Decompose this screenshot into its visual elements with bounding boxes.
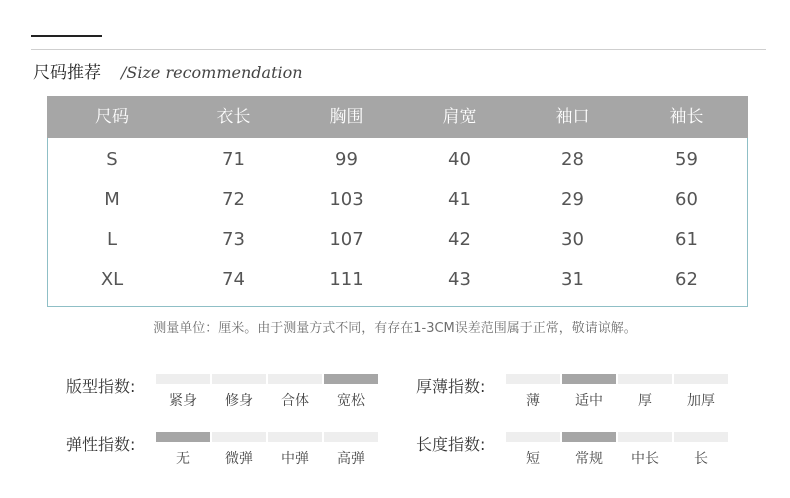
scale-option-label: 无 bbox=[176, 451, 190, 467]
scale-option bbox=[506, 432, 560, 468]
scale-option bbox=[268, 432, 322, 468]
cell-chest: 107 bbox=[329, 229, 364, 250]
header-shoulder: 肩宽 bbox=[442, 107, 477, 127]
scale-bar bbox=[268, 374, 322, 384]
scale-option-label: 短 bbox=[526, 451, 540, 467]
cell-shoulder: 43 bbox=[448, 269, 471, 290]
scale-option-label: 紧身 bbox=[169, 393, 197, 409]
header-chest: 胸围 bbox=[329, 107, 364, 127]
cell-sleeve: 59 bbox=[675, 149, 698, 170]
cell-chest: 99 bbox=[335, 149, 358, 170]
table-row bbox=[47, 180, 748, 220]
title-accent-bar bbox=[31, 35, 102, 37]
scale-option bbox=[212, 374, 266, 410]
scale-bar bbox=[268, 432, 322, 442]
scale-option-label: 常规 bbox=[575, 451, 603, 467]
cell-shoulder: 42 bbox=[448, 229, 471, 250]
cell-chest: 103 bbox=[329, 189, 364, 210]
scale-option bbox=[212, 432, 266, 468]
scale-option bbox=[156, 374, 210, 410]
scale-option bbox=[618, 432, 672, 468]
measurement-note: 测量单位：厘米。由于测量方式不同，有存在1-3CM误差范围属于正常，敬请谅解。 bbox=[153, 321, 637, 336]
scale-option-label: 合体 bbox=[281, 393, 309, 409]
cell-sleeve: 61 bbox=[675, 229, 698, 250]
scale-option-label: 高弹 bbox=[337, 451, 365, 467]
scale-option-label: 厚 bbox=[638, 393, 652, 409]
table-row bbox=[47, 140, 748, 180]
scale-bar bbox=[212, 432, 266, 442]
stretch-index-scale bbox=[156, 432, 380, 468]
cell-length: 74 bbox=[222, 269, 245, 290]
scale-option bbox=[562, 374, 616, 410]
header-cuff: 袖口 bbox=[555, 107, 590, 127]
scale-option-label: 中长 bbox=[631, 451, 659, 467]
cell-cuff: 28 bbox=[561, 149, 584, 170]
thickness-index-scale bbox=[506, 374, 730, 410]
scale-bar bbox=[156, 374, 210, 384]
scale-option-label: 修身 bbox=[225, 393, 253, 409]
scale-option bbox=[618, 374, 672, 410]
scale-option bbox=[674, 374, 728, 410]
cell-size: XL bbox=[100, 269, 124, 290]
scale-option bbox=[562, 432, 616, 468]
cell-length: 71 bbox=[222, 149, 245, 170]
scale-option-label: 长 bbox=[694, 451, 708, 467]
scale-option bbox=[324, 374, 378, 410]
scale-bar bbox=[324, 374, 378, 384]
length-index-label: 长度指数: bbox=[416, 435, 486, 454]
scale-option bbox=[156, 432, 210, 468]
fit-index-scale bbox=[156, 374, 380, 410]
scale-option-label: 微弹 bbox=[225, 451, 253, 467]
cell-chest: 111 bbox=[329, 269, 364, 290]
fit-index-label: 版型指数: bbox=[66, 377, 136, 396]
header-sleeve: 袖长 bbox=[669, 107, 704, 127]
cell-sleeve: 62 bbox=[675, 269, 698, 290]
scale-option bbox=[506, 374, 560, 410]
scale-bar bbox=[618, 374, 672, 384]
scale-option bbox=[268, 374, 322, 410]
cell-shoulder: 40 bbox=[448, 149, 471, 170]
section-title-en: /Size recommendation bbox=[121, 63, 303, 82]
scale-option-label: 宽松 bbox=[337, 393, 365, 409]
scale-bar bbox=[156, 432, 210, 442]
cell-size: L bbox=[106, 229, 118, 250]
cell-sleeve: 60 bbox=[675, 189, 698, 210]
cell-size: S bbox=[106, 149, 118, 170]
section-divider bbox=[31, 49, 766, 50]
cell-cuff: 31 bbox=[561, 269, 584, 290]
scale-option-label: 加厚 bbox=[687, 393, 715, 409]
scale-option-label: 薄 bbox=[526, 393, 540, 409]
cell-length: 73 bbox=[222, 229, 245, 250]
scale-bar bbox=[212, 374, 266, 384]
scale-option-label: 适中 bbox=[575, 393, 603, 409]
scale-bar bbox=[674, 374, 728, 384]
stretch-index-label: 弹性指数: bbox=[66, 435, 136, 454]
section-title bbox=[33, 58, 303, 83]
header-size: 尺码 bbox=[95, 107, 129, 127]
cell-shoulder: 41 bbox=[448, 189, 471, 210]
scale-option bbox=[674, 432, 728, 468]
scale-bar bbox=[674, 432, 728, 442]
cell-size: M bbox=[104, 189, 120, 210]
section-title-cn: 尺码推荐 bbox=[33, 63, 101, 83]
cell-cuff: 30 bbox=[561, 229, 584, 250]
thickness-index-label: 厚薄指数: bbox=[416, 377, 486, 396]
table-body bbox=[47, 140, 748, 300]
table-row bbox=[47, 260, 748, 300]
length-index-scale bbox=[506, 432, 730, 468]
cell-cuff: 29 bbox=[561, 189, 584, 210]
header-length: 衣长 bbox=[216, 107, 251, 127]
scale-bar bbox=[506, 432, 560, 442]
table-header bbox=[47, 96, 748, 138]
scale-bar bbox=[618, 432, 672, 442]
size-table bbox=[47, 96, 748, 307]
scale-bar bbox=[506, 374, 560, 384]
table-row bbox=[47, 220, 748, 260]
scale-bar bbox=[562, 432, 616, 442]
cell-length: 72 bbox=[222, 189, 245, 210]
scale-option-label: 中弹 bbox=[281, 451, 309, 467]
scale-option bbox=[324, 432, 378, 468]
scale-bar bbox=[324, 432, 378, 442]
scale-bar bbox=[562, 374, 616, 384]
